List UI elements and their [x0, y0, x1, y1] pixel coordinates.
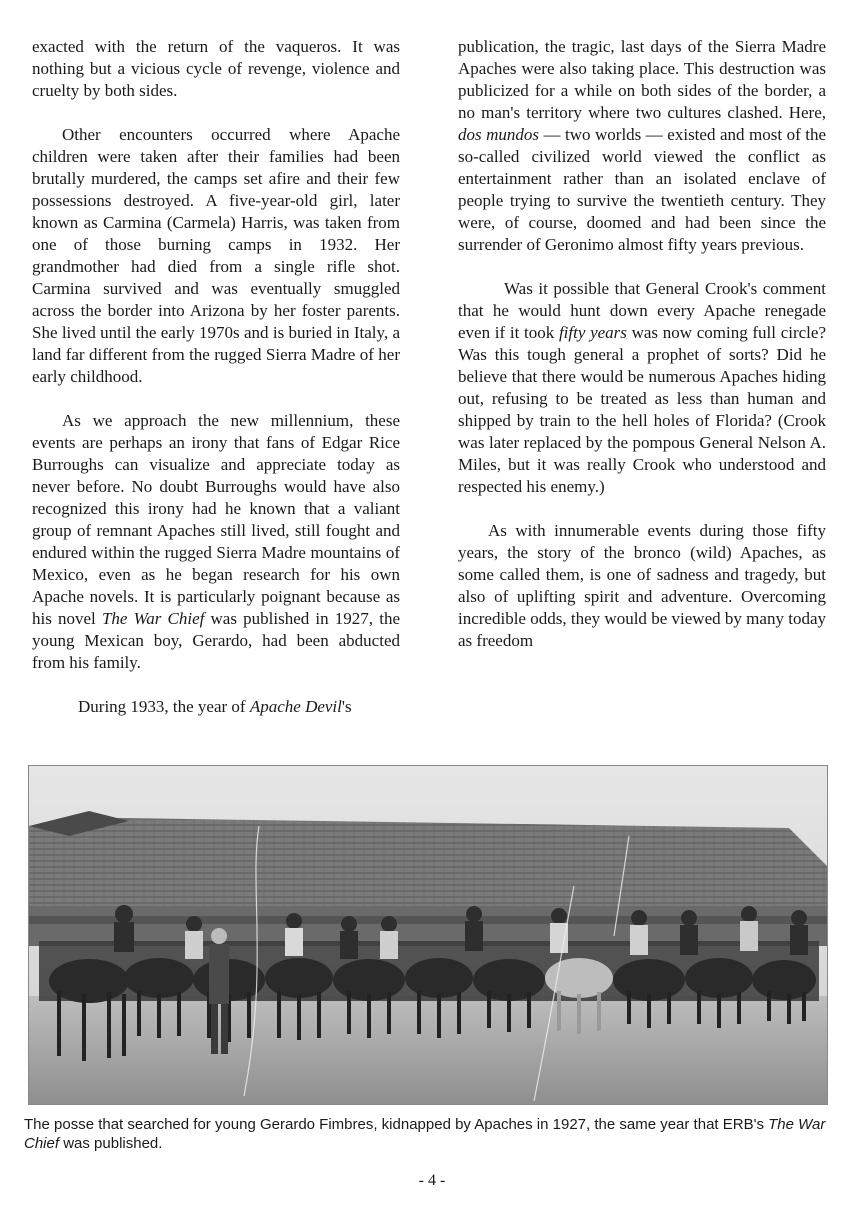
foreign-phrase: dos mundos	[458, 125, 540, 144]
paragraph: Other encounters occurred where Apache children were taken after their families had been brutally murdered, the camps set afire and their few possessions destroyed. A five-year-old girl, later known as Carmina (Carmela) Harris, was taken from one of those burning camps in 1932. Her grandmother had died from a single rifle shot. Carmina survived and was eventually smuggled across the border into Arizona by her foster parents. She lived until the early 1970s and is buried in Italy, a land far different from the rugged Sierra Madre of her early childhood.	[32, 125, 400, 386]
paragraph: Was it possible that General Crook's comment that he would hunt down every Apache renegade even if it took fifty years was now coming full circle? Was this tough general a prophet of sorts? Did he believe that there would be numerous Apaches hiding out, refusing to be treated as less than human and shipped by train to the hell holes of Florida? (Crook was later replaced by the pompous General Nelson A. Miles, but it was really Crook who understood and respected his enemy.)	[458, 279, 826, 496]
paragraph: exacted with the return of the vaqueros. It was nothing but a vicious cycle of revenge, violence and cruelty by both sides.	[32, 37, 400, 100]
posse-photo	[28, 765, 828, 1105]
historic-photo-posse-on-horseback-icon	[29, 766, 827, 1104]
emphasis-phrase: fifty years	[558, 323, 627, 342]
left-text-column	[32, 36, 400, 718]
paragraph: publication, the tragic, last days of the Sierra Madre Apaches were also taking place. This destruction was publicized for a while on both sides of the border, a no man's territory where two cultures clashed. Here, dos mundos — two worlds — existed and most of the so-called civilized world viewed the conflict as entertainment rather than an isolated enclave of people trying to survive the twentieth century. They were, of course, doomed and had been since the surrender of Geronimo almost fifty years previous.	[458, 37, 826, 254]
paragraph: As with innumerable events during those fifty years, the story of the bronco (wild) Apaches, as some called them, is one of sadness and tragedy, but also of uplifting spirit and adventure. Overcoming incredible odds, they would be viewed by many today as freedom	[458, 521, 826, 650]
paragraph: During 1933, the year of Apache Devil's	[78, 697, 352, 716]
paragraph: As we approach the new millennium, these events are perhaps an irony that fans of Edgar Rice Burroughs can visualize and appreciate today as never before. No doubt Burroughs would have also recognized this irony had he known that a valiant group of remnant Apaches still lived, still fought and endured within the rugged Sierra Madre mountains of Mexico, even as he began research for his own Apache novels. It is particularly poignant because as his novel The War Chief was published in 1927, the young Mexican boy, Gerardo, had been abducted from his family.	[32, 411, 400, 672]
book-title: The War Chief	[101, 609, 205, 628]
book-title: The War Chief	[24, 1116, 826, 1152]
page-number: - 4 -	[418, 1172, 446, 1189]
photo-caption: The posse that searched for young Gerardo Fimbres, kidnapped by Apaches in 1927, the same year that ERB's The War Chief was published.	[24, 1116, 826, 1152]
right-text-column	[458, 36, 826, 652]
book-title: Apache Devil	[249, 697, 342, 716]
